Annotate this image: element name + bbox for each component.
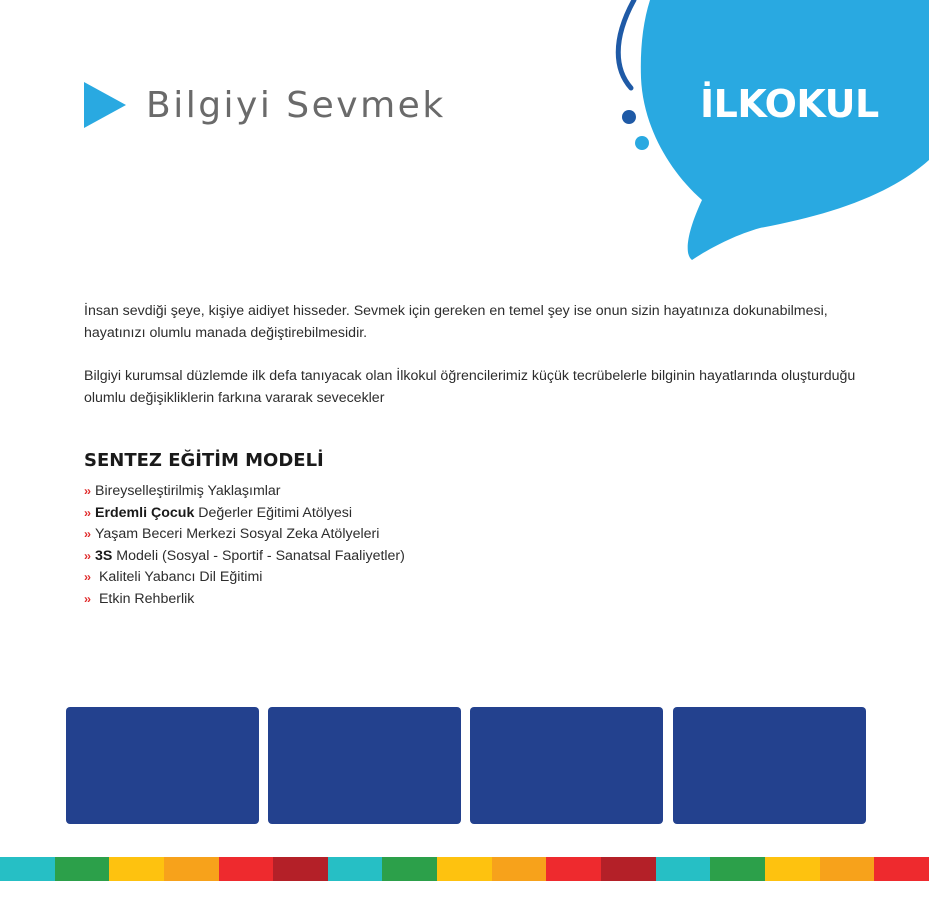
image-cards: [66, 707, 866, 824]
bubble-dot-dark: [622, 110, 636, 124]
list-item: [84, 567, 405, 589]
stripe-segment: [820, 857, 875, 881]
bubble-arc: [618, 0, 634, 88]
stripe-segment: [219, 857, 274, 881]
intro-paragraph-1: İnsan sevdiği şeye, kişiye aidiyet hisseder. Sevmek için gereken en temel şey ise onun sizin hayatınıza dokunabilmesi, hayatınızı olumlu manada değiştirebilmesidir.: [84, 303, 828, 341]
list-item: [84, 589, 405, 611]
play-arrow-icon: [84, 82, 126, 128]
stripe-segment: [55, 857, 110, 881]
list-item-highlight: Erdemli Çocuk: [95, 504, 195, 521]
stripe-segment: [164, 857, 219, 881]
page-title: Bilgiyi Sevmek: [146, 84, 446, 126]
chevron-right-icon: ››: [84, 570, 90, 585]
image-card-3[interactable]: [470, 707, 663, 824]
stripe-segment: [874, 857, 929, 881]
stripe-segment: [437, 857, 492, 881]
chevron-right-icon: ››: [84, 591, 90, 606]
chevron-right-icon: ››: [84, 505, 90, 520]
stripe-segment: [656, 857, 711, 881]
list-item: [84, 503, 405, 525]
stripe-segment: [710, 857, 765, 881]
chevron-right-icon: ››: [84, 548, 90, 563]
stripe-segment: [328, 857, 383, 881]
chevron-right-icon: ››: [84, 527, 90, 542]
level-badge: İLKOKUL: [700, 82, 879, 126]
intro-paragraph-2: Bilgiyi kurumsal düzlemde ilk defa tanıyacak olan İlkokul öğrencilerimiz küçük tecrübelerle bilginin hayatlarında oluşturduğu olumlu değişikliklerin farkına vararak sevecekler: [84, 368, 856, 406]
speech-bubble-shape: [600, 0, 929, 270]
stripe-segment: [492, 857, 547, 881]
bubble-dot-light: [635, 136, 649, 150]
image-card-2[interactable]: [268, 707, 461, 824]
feature-list: [84, 481, 405, 611]
stripe-segment: [0, 857, 55, 881]
bubble-body: [641, 0, 929, 260]
chevron-right-icon: ››: [84, 484, 90, 498]
image-card-1[interactable]: [66, 707, 259, 824]
image-card-4[interactable]: [673, 707, 866, 824]
intro-text: [84, 300, 874, 430]
list-item-text: Etkin Rehberlik: [95, 590, 195, 607]
stripe-segment: [273, 857, 328, 881]
list-item-highlight: 3S: [95, 547, 113, 564]
list-item-text: Yaşam Beceri Merkezi Sosyal Zeka Atölyeleri: [95, 526, 380, 543]
list-item: [84, 481, 405, 503]
section-title: SENTEZ EĞİTİM MODELİ: [84, 450, 324, 471]
list-item: [84, 524, 405, 546]
list-item-text: Değerler Eğitimi Atölyesi: [194, 504, 353, 521]
stripe-segment: [109, 857, 164, 881]
page-header: [84, 82, 446, 128]
list-item: [84, 546, 405, 568]
stripe-segment: [765, 857, 820, 881]
stripe-segment: [382, 857, 437, 881]
list-item-text: Kaliteli Yabancı Dil Eğitimi: [95, 569, 263, 586]
list-item-text: Modeli (Sosyal - Sportif - Sanatsal Faaliyetler): [112, 547, 405, 564]
stripe-segment: [601, 857, 656, 881]
color-stripe: [0, 857, 929, 881]
stripe-segment: [546, 857, 601, 881]
list-item-text: Bireyselleştirilmiş Yaklaşımlar: [95, 483, 281, 499]
